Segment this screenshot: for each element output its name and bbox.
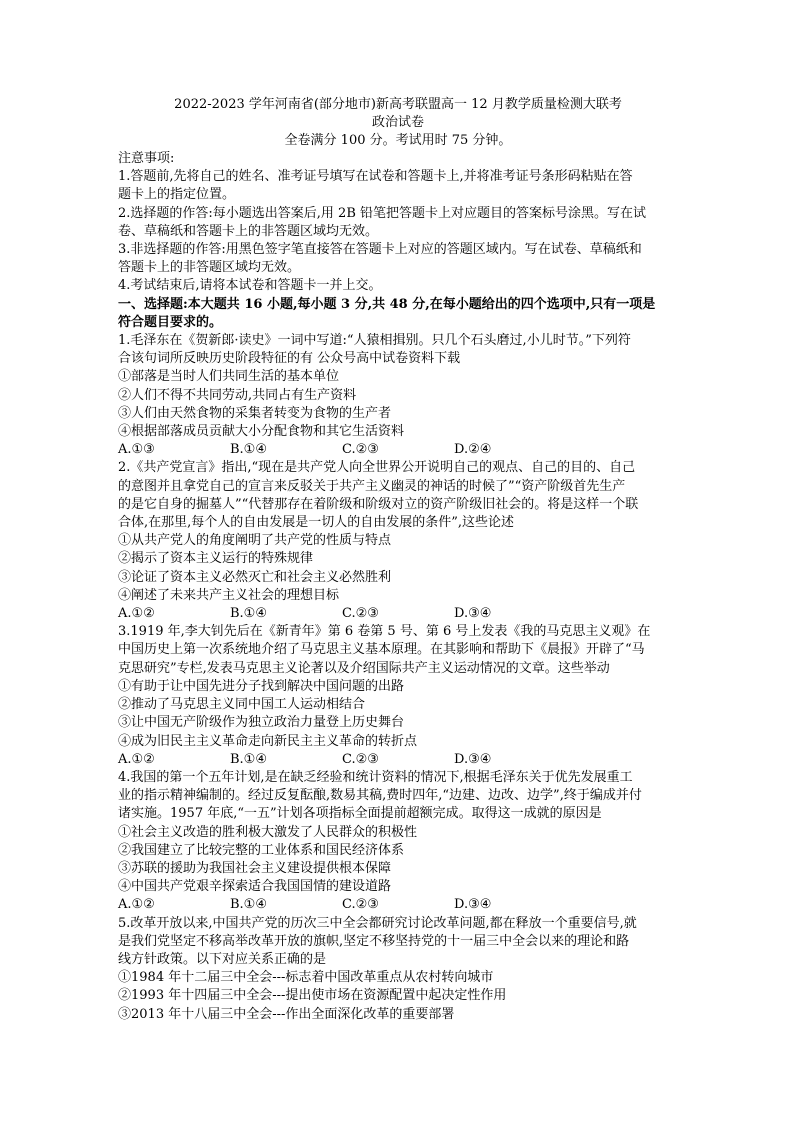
option-a: A.①② [118, 606, 155, 622]
question-stem-line: 2.《共产党宣言》指出,“现在是共产党人向全世界公开说明自己的观点、自己的目的、自己 [118, 460, 636, 476]
question-item: ③苏联的援助为我国社会主义建设提供根本保障 [118, 860, 392, 876]
notice-line: 3.非选择题的作答:用黑色签字笔直接答在答题卡上对应的答题区域内。写在试卷、草稿纸和 [118, 242, 642, 258]
notice-lines [118, 168, 678, 295]
notice-block [118, 150, 678, 296]
question-item: ④根据部落成员贡献大小分配食物和其它生活资料 [118, 424, 405, 440]
question-item: ②1993 年十四届三中全会---提出使市场在资源配置中起决定性作用 [118, 988, 507, 1004]
question-stem-line: 是我们党坚定不移高举改革开放的旗帜,坚定不移坚持党的十一届三中全会以来的理论和路 [118, 933, 630, 949]
question-item: ③论证了资本主义必然灭亡和社会主义必然胜利 [118, 569, 392, 585]
question-item: ①社会主义改造的胜利极大激发了人民群众的积极性 [118, 824, 418, 840]
option-b: B.①④ [230, 442, 267, 458]
exam-subject: 政治试卷 [371, 115, 424, 130]
section-heading [118, 296, 678, 332]
question-stem-line: 的意图并且拿党自己的宣言来反驳关于共产主义幽灵的神话的时候了”“资产阶级首先生产 [118, 478, 626, 494]
question-stem-line: 业的指示精神编制的。经过反复酝酿,数易其稿,费时四年,“边建、边改、边学”,终于编成并付 [118, 788, 642, 804]
question-item: ①部落是当时人们共同生活的基本单位 [118, 369, 340, 385]
notice-line: 卷、草稿纸和答题卡上的非答题区域均无效。 [118, 223, 379, 239]
question-stem-line: 中国历史上第一次系统地介绍了马克思主义基本原理。在其影响和帮助下《晨报》开辟了“马 [118, 642, 645, 658]
notice-line: 1.答题前,先将自己的姓名、准考证号填写在试卷和答题卡上,并将准考证号条形码粘贴在答 [118, 169, 633, 185]
question-item: ③让中国无产阶级作为独立政治力量登上历史舞台 [118, 715, 405, 731]
option-a: A.①② [118, 751, 155, 767]
exam-score-line: 全卷满分 100 分。考试用时 75 分钟。 [284, 133, 512, 148]
option-c: C.②③ [342, 897, 379, 913]
question-stem-line: 的是它自身的掘墓人”“代替那存在着阶级和阶级对立的资产阶级旧社会的。将是这样一个联 [118, 496, 639, 512]
question-stem-line: 3.1919 年,李大钊先后在《新青年》第 6 卷第 5 号、第 6 号上发表《我的马克思主义观》在 [118, 624, 651, 640]
option-d: D.③④ [454, 751, 492, 767]
option-b: B.①④ [230, 897, 267, 913]
option-c: C.②③ [342, 606, 379, 622]
notice-line: 答题卡上的非答题区域均无效。 [118, 260, 301, 276]
question-item: ③人们由天然食物的采集者转变为食物的生产者 [118, 405, 392, 421]
question-2 [118, 459, 678, 623]
notice-line: 4.考试结束后,请将本试卷和答题卡一并上交。 [118, 278, 382, 294]
question-item: ②人们不得不共同劳动,共同占有生产资料 [118, 387, 357, 403]
question-item: ③2013 年十八届三中全会---作出全面深化改革的重要部署 [118, 1006, 455, 1022]
option-a: A.①③ [118, 442, 155, 458]
option-c: C.②③ [342, 751, 379, 767]
notice-line: 2.选择题的作答:每小题选出答案后,用 2B 铅笔把答题卡上对应题目的答案标号涂黑。写在试 [118, 205, 647, 221]
answer-options [118, 441, 678, 459]
option-d: D.②④ [454, 442, 492, 458]
answer-options [118, 751, 678, 769]
question-stem-line: 克思研究”专栏,发表马克思主义论著以及介绍国际共产主义运动情况的文章。这些举动 [118, 660, 610, 676]
option-d: D.③④ [454, 897, 492, 913]
question-item: ④中国共产党艰辛探索适合我国国情的建设道路 [118, 879, 392, 895]
question-item: ②推动了马克思主义同中国工人运动相结合 [118, 697, 366, 713]
question-item: ④成为旧民主主义革命走向新民主主义革命的转折点 [118, 733, 418, 749]
exam-page [118, 96, 678, 1024]
question-1 [118, 332, 678, 459]
option-b: B.①④ [230, 606, 267, 622]
question-3 [118, 623, 678, 769]
question-stem-line: 5.改革开放以来,中国共产党的历次三中全会都研究讨论改革问题,都在释放一个重要信号,就 [118, 915, 637, 931]
question-item: ②我国建立了比较完整的工业体系和国民经济体系 [118, 842, 405, 858]
question-item: ②揭示了资本主义运行的特殊规律 [118, 551, 314, 567]
question-item: ④阐述了未来共产主义社会的理想目标 [118, 587, 340, 603]
option-d: D.③④ [454, 606, 492, 622]
question-stem-line: 诸实施。1957 年底,“一五”计划各项指标全面提前超额完成。取得这一成就的原因是 [118, 806, 602, 822]
answer-options [118, 605, 678, 623]
question-stem-line: 合体,在那里,每个人的自由发展是一切人的自由发展的条件”,这些论述 [118, 515, 515, 531]
notice-heading: 注意事项: [118, 151, 175, 166]
option-b: B.①④ [230, 751, 267, 767]
section-heading-line: 符合题目要求的。 [118, 314, 223, 330]
question-item: ①从共产党人的角度阐明了共产党的性质与特点 [118, 533, 392, 549]
section-heading-line: 一、选择题:本大题共 16 小题,每小题 3 分,共 48 分,在每小题给出的四个选项中,只有一项是 [118, 296, 656, 312]
exam-title: 2022-2023 学年河南省(部分地市)新高考联盟高一 12 月教学质量检测大联考 [174, 97, 622, 112]
question-4 [118, 769, 678, 915]
answer-options [118, 896, 678, 914]
option-c: C.②③ [342, 442, 379, 458]
notice-line: 题卡上的指定位置。 [118, 187, 236, 203]
question-stem-line: 1.毛泽东在《贺新郎·读史》一词中写道:“人猿相揖别。只几个石头磨过,小儿时节。”下列符 [118, 333, 631, 349]
question-item: ①1984 年十二届三中全会---标志着中国改革重点从农村转向城市 [118, 970, 494, 986]
question-item: ①有助于让中国先进分子找到解决中国问题的出路 [118, 678, 405, 694]
question-stem-line: 合该句词所反映历史阶段特征的有 公众号高中试卷资料下载 [118, 351, 461, 367]
question-stem-line: 线方针政策。以下对应关系正确的是 [118, 951, 327, 967]
option-a: A.①② [118, 897, 155, 913]
question-5 [118, 915, 678, 1024]
question-stem-line: 4.我国的第一个五年计划,是在缺乏经验和统计资料的情况下,根据毛泽东关于优先发展重工 [118, 769, 633, 785]
